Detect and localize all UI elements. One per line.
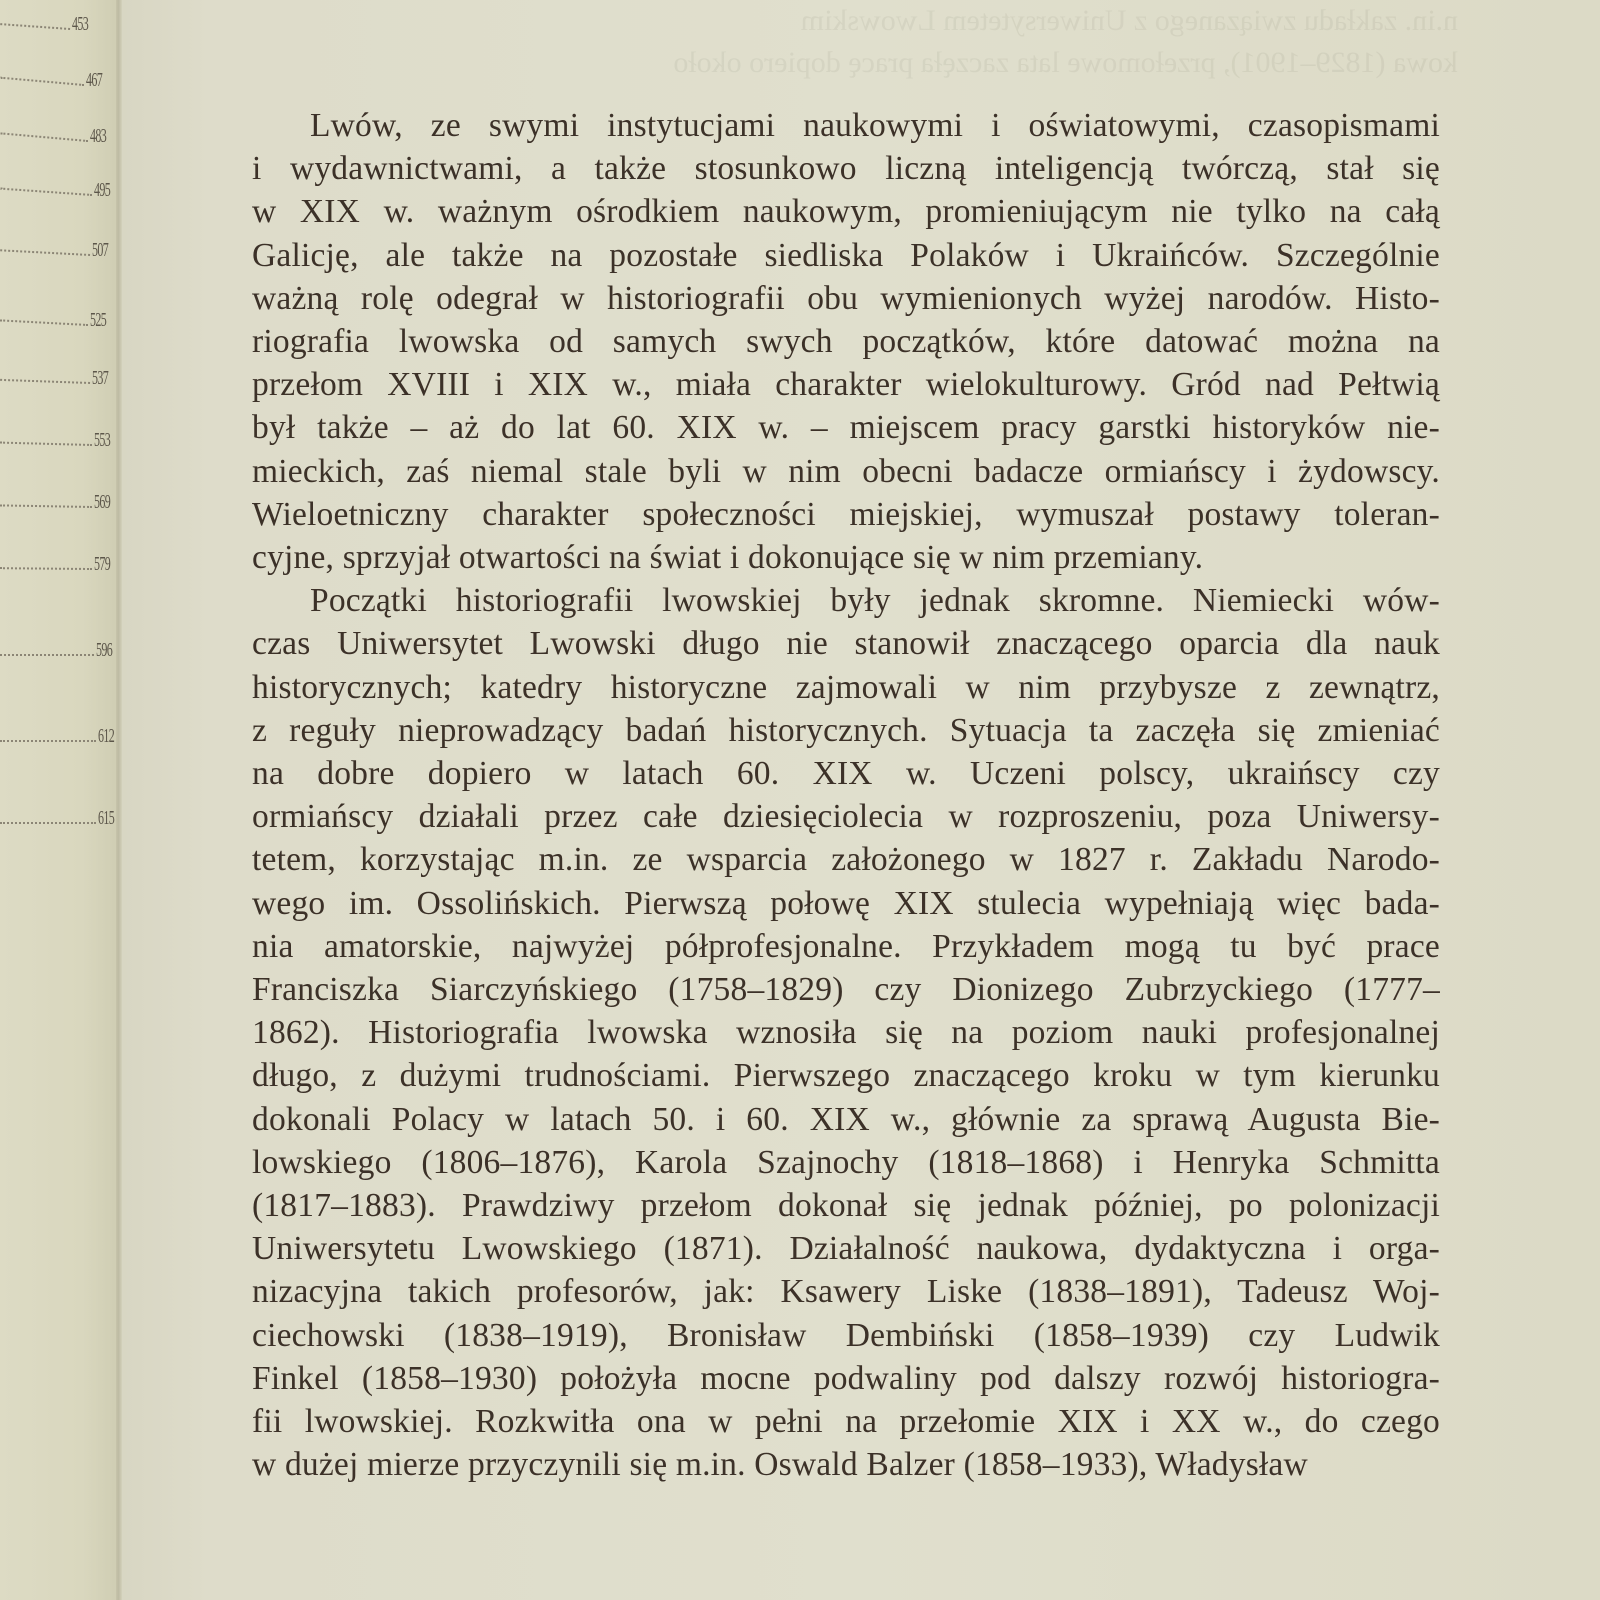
toc-page-number: 615 bbox=[98, 807, 115, 829]
toc-dot-leader bbox=[0, 319, 88, 326]
text-line: Lwów, ze swymi instytucjami naukowymi i oświatowymi, czasopismami bbox=[310, 107, 1440, 144]
previous-page bbox=[0, 0, 118, 1600]
text-line: wego im. Ossolińskich. Pierwszą połowę XIX stulecia wypełniają więc bada- bbox=[252, 884, 1440, 922]
toc-page-number: 483 bbox=[90, 125, 107, 147]
text-line: Franciszka Siarczyńskiego (1758–1829) czy Dionizego Zubrzyckiego (1777– bbox=[252, 971, 1440, 1009]
toc-page-number: 537 bbox=[92, 367, 109, 389]
text-line: Galicję, ale także na pozostałe siedliska Polaków i Ukraińców. Szczególnie bbox=[252, 236, 1440, 274]
paragraph-1 bbox=[252, 104, 1440, 579]
toc-entry bbox=[0, 6, 110, 36]
text-line: nia amatorskie, najwyżej półprofesjonalne. Przykładem mogą tu być prace bbox=[252, 927, 1440, 965]
text-line: z reguły nieprowadzący badań historycznych. Sytuacja ta zaczęła się zmieniać bbox=[252, 711, 1440, 749]
text-line: Uniwersytetu Lwowskiego (1871). Działalność naukowa, dydaktyczna i orga- bbox=[252, 1230, 1440, 1268]
toc-entry bbox=[0, 546, 110, 576]
text-line: mieckich, zaś niemal stale byli w nim obecni badacze ormiańscy i żydowscy. bbox=[252, 452, 1440, 490]
text-line: dokonali Polacy w latach 50. i 60. XIX w., głównie za sprawą Augusta Bie- bbox=[252, 1100, 1440, 1138]
text-line: fii lwowskiej. Rozkwitła ona w pełni na przełomie XIX i XX w., do czego bbox=[252, 1403, 1440, 1441]
toc-entry bbox=[0, 118, 110, 148]
text-line: Finkel (1858–1930) położyła mocne podwaliny pod dalszy rozwój historiogra- bbox=[252, 1359, 1440, 1397]
paragraph-2 bbox=[252, 579, 1440, 1486]
toc-entry bbox=[0, 172, 110, 202]
toc-dot-leader bbox=[0, 442, 92, 446]
toc-dot-leader bbox=[0, 188, 92, 196]
text-line: 1862). Historiografia lwowska wznosiła się na poziom nauki profesjonalnej bbox=[252, 1014, 1440, 1052]
text-line: czas Uniwersytet Lwowski długo nie stanowił znaczącego oparcia dla nauk bbox=[252, 625, 1440, 663]
text-line: i wydawnictwami, a także stosunkowo liczną inteligencją twórczą, stał się bbox=[252, 150, 1440, 188]
toc-page-number: 453 bbox=[72, 13, 89, 35]
toc-dot-leader bbox=[0, 504, 92, 508]
toc-entry bbox=[0, 632, 113, 662]
toc-page-number: 579 bbox=[94, 553, 111, 575]
text-line: riografia lwowska od samych swych początków, które datować można na bbox=[252, 323, 1440, 361]
text-line: był także – aż do lat 60. XIX w. – miejscem pracy garstki historyków nie- bbox=[252, 409, 1440, 447]
toc-entry bbox=[0, 232, 110, 262]
toc-page-number: 495 bbox=[94, 179, 111, 201]
toc-entry bbox=[0, 800, 115, 830]
text-line: ormiańscy działali przez całe dziesięciolecia w rozproszeniu, poza Uniwersy- bbox=[252, 798, 1440, 836]
toc-dot-leader bbox=[0, 77, 84, 86]
text-line: (1817–1883). Prawdziwy przełom dokonał się jednak później, po polonizacji bbox=[252, 1187, 1440, 1225]
toc-dot-leader bbox=[0, 822, 96, 824]
text-line: przełom XVIII i XIX w., miała charakter wielokulturowy. Gród nad Pełtwią bbox=[252, 366, 1440, 404]
toc-entry bbox=[0, 718, 115, 748]
text-line: historycznych; katedry historyczne zajmowali w nim przybysze z zewnątrz, bbox=[252, 668, 1440, 706]
text-line: na dobre dopiero w latach 60. XIX w. Uczeni polscy, ukraińscy czy bbox=[252, 755, 1440, 793]
toc-page-number: 569 bbox=[94, 491, 111, 513]
toc-dot-leader bbox=[0, 654, 94, 656]
text-line: cyjne, sprzyjał otwartości na świat i dokonujące się w nim przemiany. bbox=[252, 539, 1204, 577]
toc-entry bbox=[0, 302, 110, 332]
show-through-text bbox=[258, 0, 1458, 120]
toc-dot-leader bbox=[0, 249, 90, 256]
show-through-line: kowa (1829–1901), przełomowe lata zaczęła pracę dopiero około bbox=[673, 46, 1458, 79]
toc-entry bbox=[0, 62, 110, 92]
text-line: tetem, korzystając m.in. ze wsparcia założonego w 1827 r. Zakładu Narodo- bbox=[252, 841, 1440, 879]
toc-dot-leader bbox=[0, 23, 70, 30]
toc-page-number: 525 bbox=[90, 309, 107, 331]
text-line: lowskiego (1806–1876), Karola Szajnochy (1818–1868) i Henryka Schmitta bbox=[252, 1143, 1440, 1181]
toc-page-number: 507 bbox=[92, 239, 109, 261]
toc-dot-leader bbox=[0, 740, 96, 742]
toc-entry bbox=[0, 422, 110, 452]
text-line: Wieloetniczny charakter społeczności miejskiej, wymuszał postawy toleran- bbox=[252, 495, 1440, 533]
toc-page-number: 553 bbox=[94, 429, 111, 451]
text-line: w dużej mierze przyczynili się m.in. Oswald Balzer (1858–1933), Władysław bbox=[252, 1446, 1308, 1484]
text-line: długo, z dużymi trudnościami. Pierwszego znaczącego kroku w tym kierunku bbox=[252, 1057, 1440, 1095]
body-text bbox=[252, 104, 1440, 1487]
text-line: Początki historiografii lwowskiej były jednak skromne. Niemiecki wów- bbox=[310, 582, 1440, 620]
toc-entry bbox=[0, 360, 110, 390]
toc-page-number: 596 bbox=[96, 639, 113, 661]
show-through-line: n.in. zakładu związanego z Uniwersytetem Lwowskim bbox=[800, 4, 1458, 37]
toc-entry bbox=[0, 484, 110, 514]
text-line: ciechowski (1838–1919), Bronisław Dembiński (1858–1939) czy Ludwik bbox=[252, 1316, 1440, 1354]
text-line: ważną rolę odegrał w historiografii obu wymienionych wyżej narodów. Histo- bbox=[252, 279, 1440, 317]
text-line: w XIX w. ważnym ośrodkiem naukowym, promieniującym nie tylko na całą bbox=[252, 193, 1440, 231]
toc-dot-leader bbox=[0, 379, 90, 384]
text-line: nizacyjna takich profesorów, jak: Ksawery Liske (1838–1891), Tadeusz Woj- bbox=[252, 1273, 1440, 1311]
toc-page-number: 612 bbox=[98, 725, 115, 747]
toc-dot-leader bbox=[0, 132, 88, 142]
toc-page-number: 467 bbox=[86, 69, 103, 91]
toc-dot-leader bbox=[0, 567, 92, 570]
